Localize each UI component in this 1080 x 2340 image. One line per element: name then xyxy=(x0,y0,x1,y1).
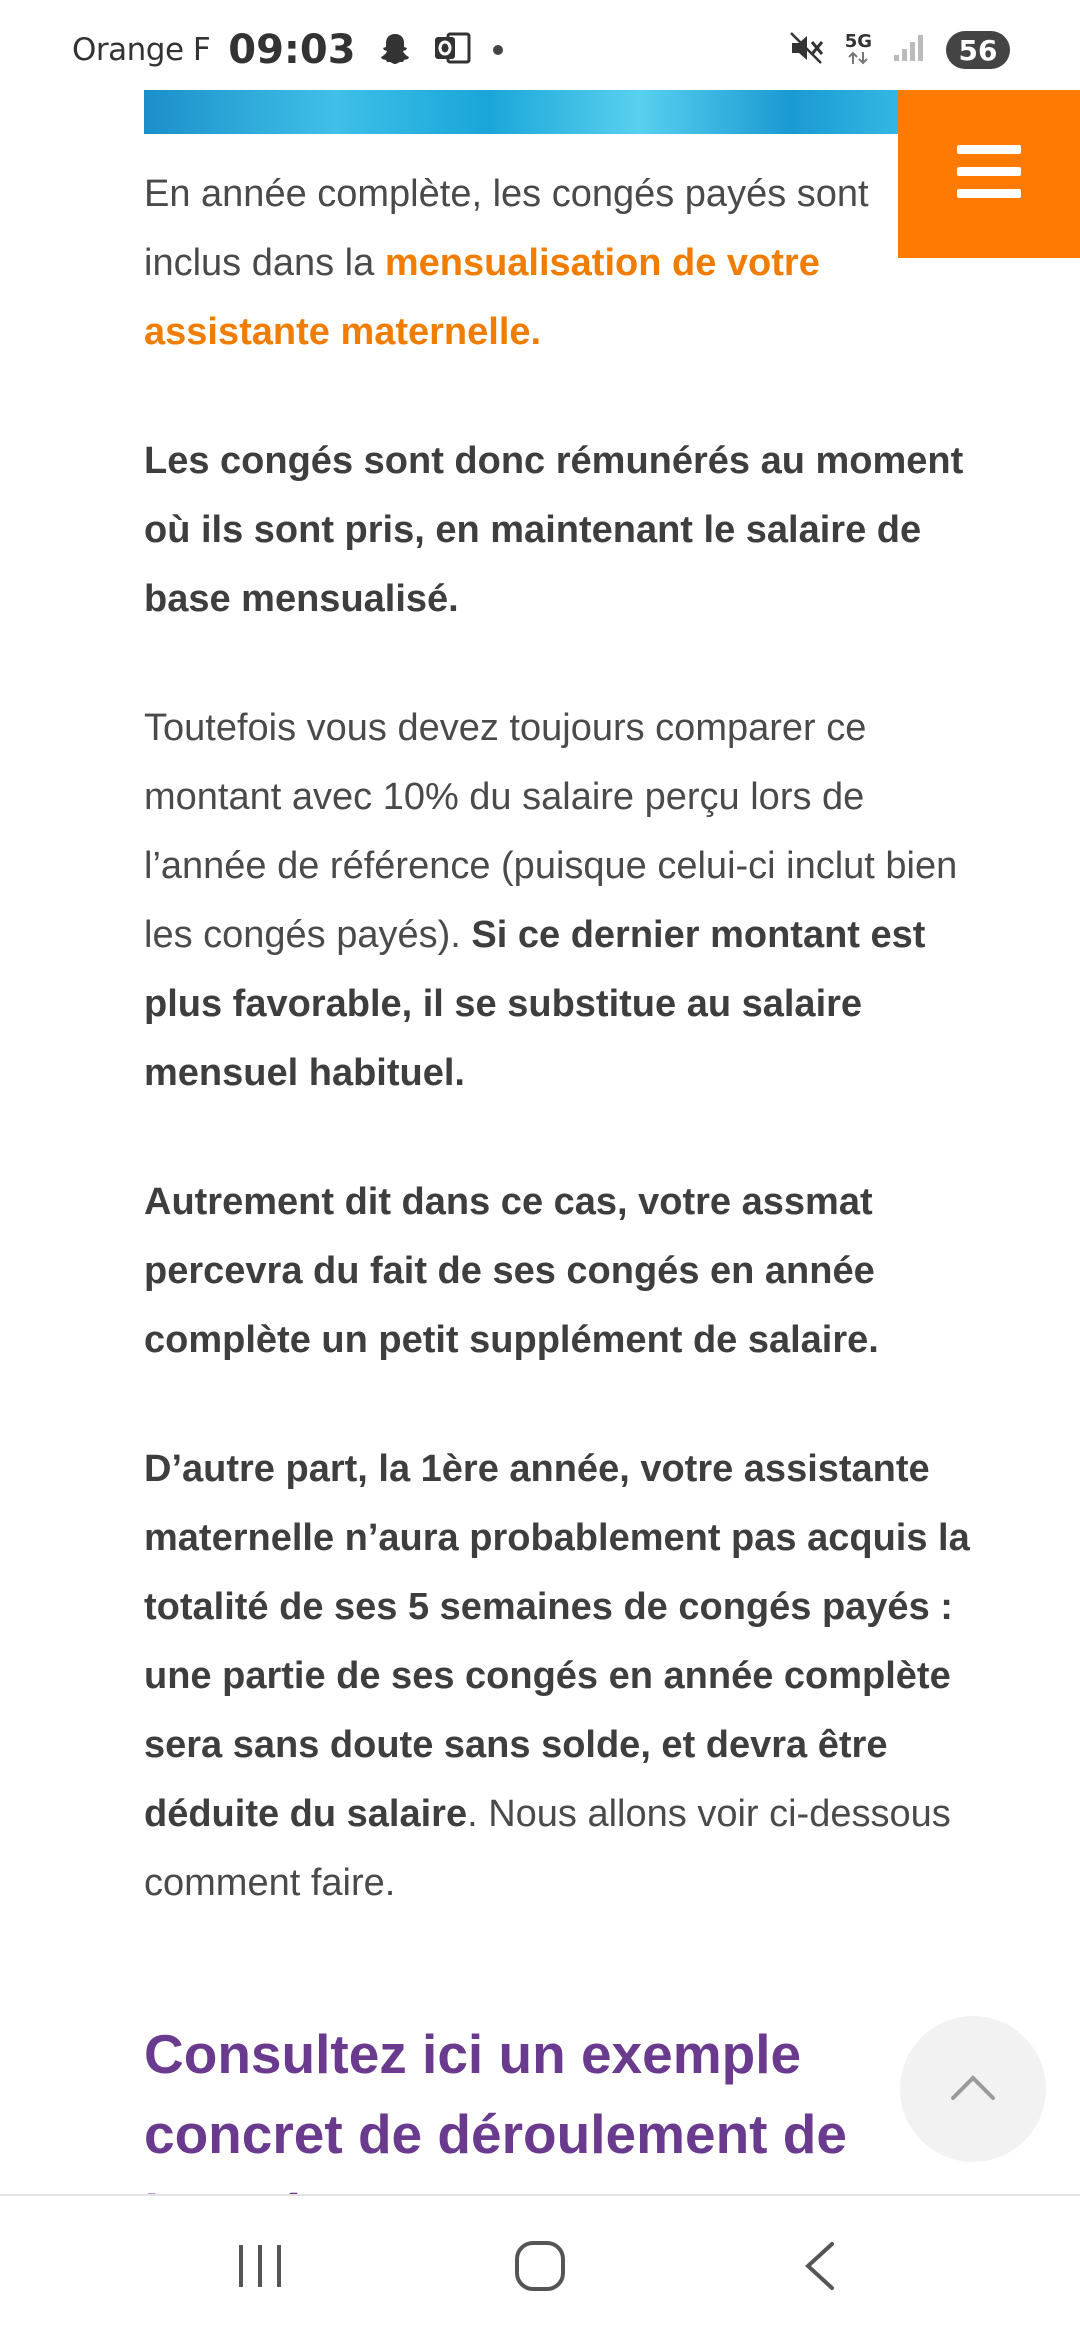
back-button[interactable] xyxy=(775,2223,865,2313)
status-bar xyxy=(0,0,1080,100)
back-icon xyxy=(802,2240,838,2297)
home-icon xyxy=(514,2240,566,2297)
hero-image xyxy=(144,90,904,134)
outlook-icon xyxy=(434,32,470,68)
scroll-to-top-button[interactable] xyxy=(900,2016,1046,2162)
recent-apps-button[interactable] xyxy=(215,2223,305,2313)
snapchat-icon xyxy=(378,31,412,69)
paragraph-3 xyxy=(144,694,974,1108)
example-heading: Consultez ici un exemple concret de déroulement de xyxy=(144,2023,847,2165)
dot-icon xyxy=(492,41,504,60)
paragraph-2 xyxy=(144,427,974,634)
paragraph-5-bold: D’autre part, la 1ère année, votre assistante maternelle n’aura probablement pas acquis la totalité de ses 5 semaines de congés payés : une partie de ses congés en année complète sera sans doute sans solde, et devra être déduite du salaire xyxy=(144,1448,970,1835)
clock: 09:03 xyxy=(228,27,356,73)
5g-icon xyxy=(844,31,872,66)
paragraph-3-bold: Si ce dernier montant est plus favorable, il se substitue au salaire mensuel habituel. xyxy=(144,914,926,1094)
mute-icon xyxy=(789,31,825,69)
home-button[interactable] xyxy=(495,2223,585,2313)
paragraph-4 xyxy=(144,1168,974,1375)
mensualisation-link[interactable]: mensualisation de votre assistante maternelle. xyxy=(144,242,820,353)
paragraph-5-text: . Nous allons voir ci-dessous comment faire. xyxy=(144,1793,951,1904)
paragraph-3-text: Toutefois vous devez toujours comparer ce montant avec 10% du salaire perçu lors de l’année de référence (puisque celui-ci inclut bien les congés payés). xyxy=(144,707,958,956)
paragraph-1 xyxy=(144,160,974,367)
paragraph-4-bold: Autrement dit dans ce cas, votre assmat percevra du fait de ses congés en année complète un petit supplément de salaire. xyxy=(144,1181,879,1361)
carrier-label: Orange F xyxy=(72,32,211,68)
system-nav-bar xyxy=(0,2194,1080,2340)
battery-level: 56 xyxy=(958,33,998,67)
recent-apps-icon xyxy=(235,2243,285,2294)
paragraph-2-bold: Les congés sont donc rémunérés au moment où ils sont pris, en maintenant le salaire de base mensualisé. xyxy=(144,440,964,620)
signal-icon xyxy=(892,33,926,67)
network-label: 5G xyxy=(844,31,872,52)
paragraph-1-text: En année complète, les congés payés sont inclus dans la xyxy=(144,173,869,284)
chevron-up-icon xyxy=(949,2072,997,2107)
article-body xyxy=(144,160,974,1978)
paragraph-5 xyxy=(144,1435,974,1918)
battery-icon xyxy=(946,31,1010,69)
